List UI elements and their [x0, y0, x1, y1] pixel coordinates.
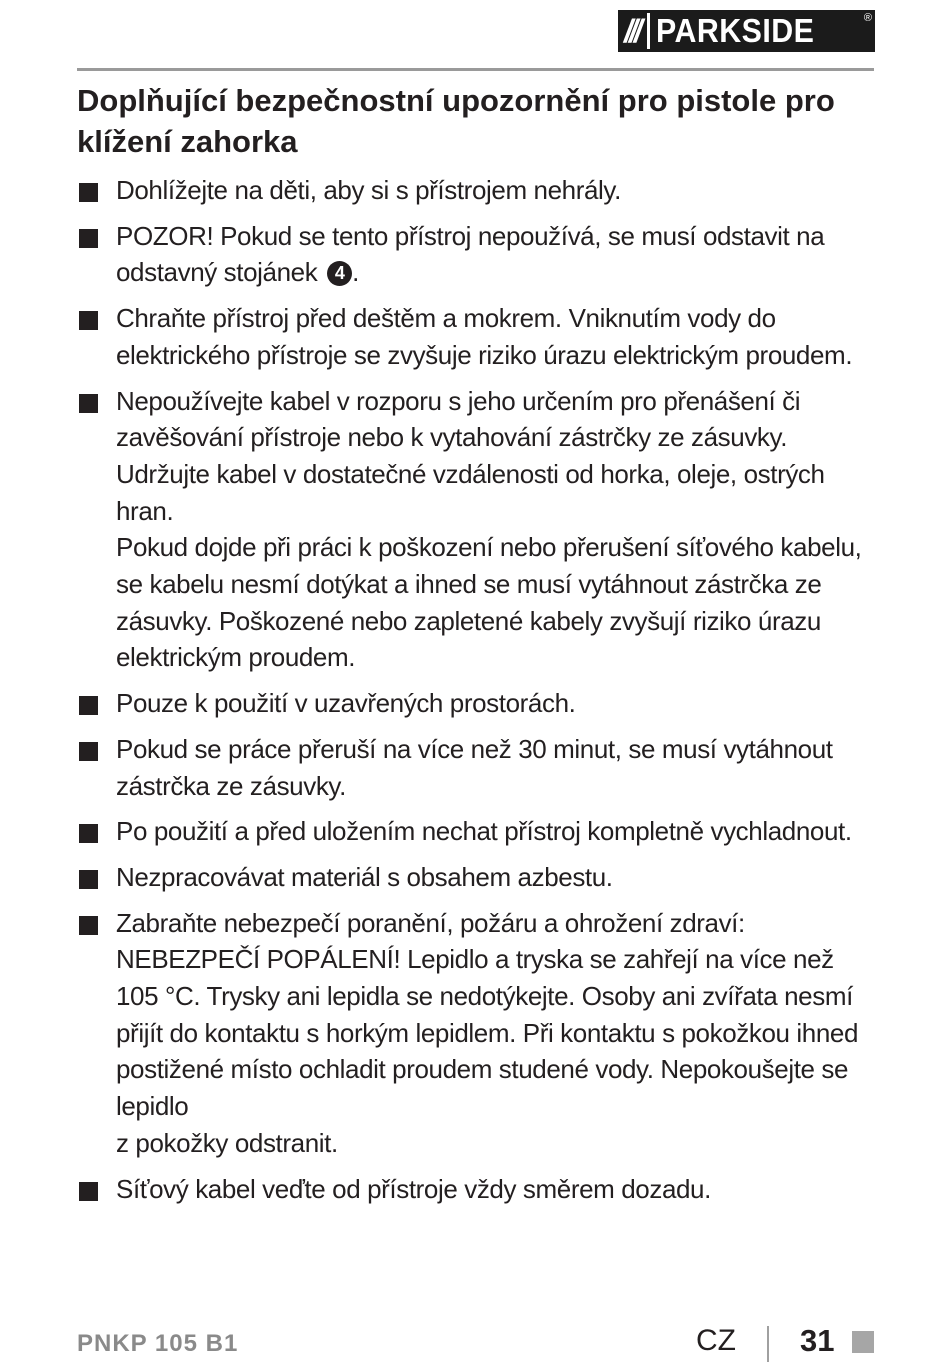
- item-text: Pokud se práce přeruší na více než 30 minut, se musí vytáhnout zástrčka ze zásuvky.: [116, 733, 833, 801]
- list-item: [77, 685, 877, 722]
- list-item: [77, 813, 877, 850]
- item-text: z pokožky odstranit.: [116, 1127, 338, 1158]
- list-item-text: [116, 218, 877, 291]
- list-item: [77, 218, 877, 291]
- list-item-text: [116, 813, 877, 850]
- logo-wordmark: PARKSIDE: [655, 12, 814, 49]
- item-text: Nezpracovávat materiál s obsahem azbestu.: [116, 861, 613, 892]
- list-item-text: [116, 731, 877, 804]
- bullet-square-icon: [79, 1182, 98, 1201]
- item-text: Pokud dojde při práci k poškození nebo přerušení síťového kabelu, se kabelu nesmí dotýkat a ihned se musí vytáhnout zástrčka ze zásuvky. Poškozené nebo zapletené kabely zvyšují riziko úrazu elektrickým proudem.: [116, 532, 862, 673]
- reference-number-badge: 4: [327, 261, 352, 286]
- list-item: [77, 731, 877, 804]
- footer-model: PNKP 105 B1: [77, 1330, 239, 1357]
- item-text: Chraňte přístroj před deštěm a mokrem. Vniknutím vody do elektrického přístroje se zvyšuje riziko úrazu elektrickým proudem.: [116, 303, 853, 370]
- list-item-text: [116, 383, 877, 530]
- list-item-text: [116, 685, 877, 722]
- parkside-logo: [618, 10, 875, 52]
- header-rule: [77, 68, 874, 71]
- section-heading: Doplňující bezpečnostní upozornění pro pistole pro klížení zahorka: [77, 83, 835, 159]
- footer-separator: [767, 1326, 769, 1362]
- bullet-square-icon: [79, 742, 98, 761]
- bullet-square-icon: [79, 870, 98, 889]
- registered-mark: ®: [863, 12, 872, 24]
- list-item-text: [116, 859, 877, 896]
- list-item-text: [116, 300, 877, 373]
- list-item: [77, 1171, 877, 1208]
- bullet-square-icon: [79, 183, 98, 202]
- bullet-square-icon: [79, 916, 98, 935]
- item-text: Síťový kabel veďte od přístroje vždy směrem dozadu.: [116, 1173, 711, 1204]
- list-item: [77, 905, 877, 1162]
- list-item-text: [116, 1125, 877, 1162]
- page-number: 31: [800, 1323, 835, 1358]
- list-item: [77, 383, 877, 677]
- list-item: [77, 172, 877, 209]
- bullet-square-icon: [79, 394, 98, 413]
- item-text: Dohlížejte na děti, aby si s přístrojem nehrály.: [116, 175, 621, 205]
- item-text: POZOR! Pokud se tento přístroj nepoužívá, se musí odstavit na odstavný stojánek: [116, 220, 825, 288]
- list-item-text: [116, 1171, 877, 1208]
- item-text: Nepoužívejte kabel v rozporu s jeho určením pro přenášení či zavěšování přístroje nebo k vytahování zástrčky ze zásuvky. Udržujte kabel v dostatečné vzdálenosti od horka, oleje, ostrých hran.: [116, 385, 825, 526]
- item-text: Zabraňte nebezpečí poranění, požáru a ohrožení zdraví: NEBEZPEČÍ POPÁLENÍ! Lepidlo a tryska se zahřejí na více než 105 °C. Trysky ani lepidla se nedotýkejte. Osoby ani zvířata nesmí přijít do kontaktu s horkým lepidlem. Při kontaktu s pokožkou ihned postižené místo ochladit proudem studené vody. Nepokoušejte se lepidlo: [116, 907, 859, 1122]
- item-text: Pouze k použití v uzavřených prostorách.: [116, 688, 576, 719]
- list-item: [77, 300, 877, 373]
- item-text-suffix: .: [352, 257, 359, 288]
- logo-slashes: ///: [624, 13, 639, 49]
- list-item-text: [116, 529, 877, 676]
- list-item: [77, 859, 877, 896]
- bullet-square-icon: [79, 696, 98, 715]
- footer-square-icon: [852, 1331, 874, 1353]
- item-text: Po použití a před uložením nechat přístroj kompletně vychladnout.: [116, 816, 852, 847]
- list-item-text: [116, 172, 877, 209]
- safety-list: [77, 172, 877, 1216]
- bullet-square-icon: [79, 311, 98, 330]
- list-item-text: [116, 905, 877, 1125]
- bullet-square-icon: [79, 824, 98, 843]
- footer-language: CZ: [696, 1324, 736, 1357]
- bullet-square-icon: [79, 229, 98, 248]
- logo-separator: [647, 13, 650, 49]
